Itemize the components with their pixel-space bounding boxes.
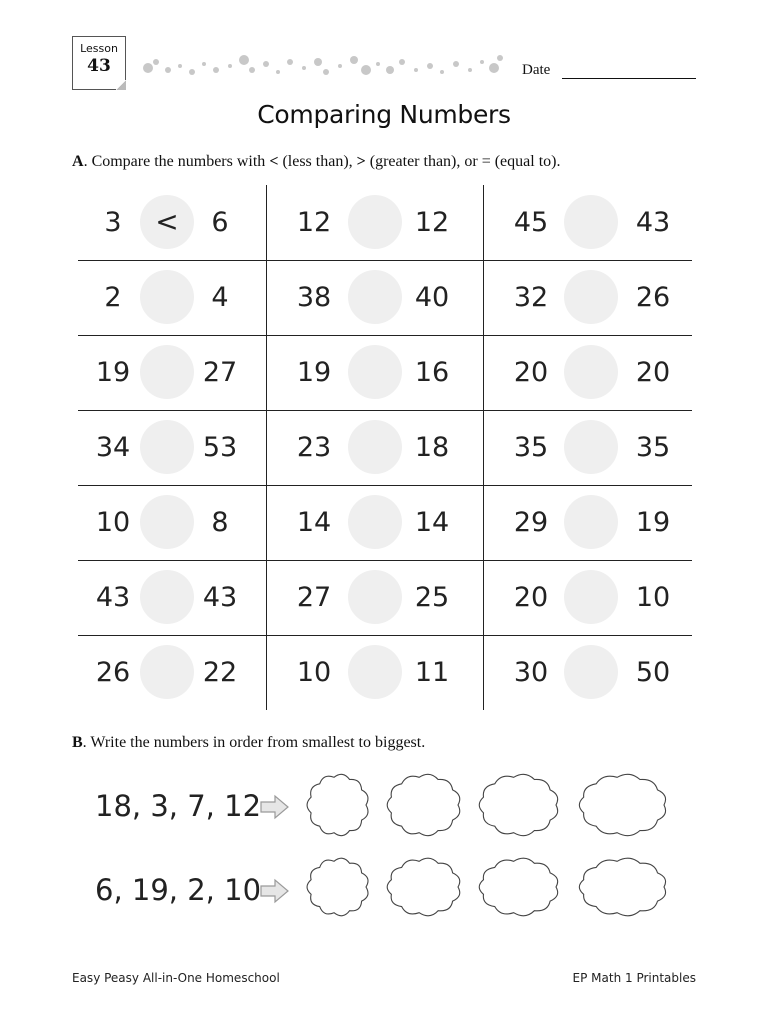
answer-circle[interactable] <box>140 420 194 474</box>
less-than-symbol: < <box>269 153 279 170</box>
lesson-label: Lesson <box>80 42 118 55</box>
answer-circle[interactable]: < <box>140 195 194 249</box>
answer-circle[interactable] <box>140 270 194 324</box>
comparison-cell <box>78 185 266 260</box>
section-a-instructions <box>72 153 560 171</box>
left-number: 43 <box>95 582 131 613</box>
answer-circle[interactable] <box>564 495 618 549</box>
right-number: 53 <box>202 432 238 463</box>
answer-circle[interactable] <box>348 270 402 324</box>
right-number: 50 <box>635 657 671 688</box>
answer-cloud[interactable] <box>385 856 463 918</box>
answer-cloud[interactable] <box>577 856 669 918</box>
left-number: 34 <box>95 432 131 463</box>
answer-cloud[interactable] <box>385 772 463 838</box>
right-number: 43 <box>635 207 671 238</box>
right-number: 4 <box>211 282 229 313</box>
comparison-cell <box>483 335 692 410</box>
comparison-cell <box>266 335 483 410</box>
right-number: 43 <box>202 582 238 613</box>
confetti-decoration <box>140 50 505 80</box>
answer-circle[interactable] <box>348 195 402 249</box>
left-number: 3 <box>104 207 122 238</box>
answer-circle[interactable] <box>348 345 402 399</box>
section-b-instructions <box>72 734 425 752</box>
section-b-text: . Write the numbers in order from smallest to biggest. <box>82 734 426 751</box>
comparison-cell <box>266 635 483 710</box>
left-number: 35 <box>513 432 549 463</box>
left-number: 19 <box>95 357 131 388</box>
answer-cloud[interactable] <box>477 772 561 838</box>
left-number: 10 <box>296 657 332 688</box>
date-input-line[interactable] <box>562 78 696 79</box>
answer-circle[interactable] <box>348 570 402 624</box>
right-number: 35 <box>635 432 671 463</box>
row-divider <box>78 560 692 561</box>
right-number: 25 <box>414 582 450 613</box>
left-number: 26 <box>95 657 131 688</box>
column-divider <box>483 185 484 710</box>
lesson-badge <box>72 36 126 90</box>
right-number: 20 <box>635 357 671 388</box>
comparison-cell <box>266 560 483 635</box>
page-title: Comparing Numbers <box>257 100 511 129</box>
comparison-cell <box>78 635 266 710</box>
right-number: 6 <box>211 207 229 238</box>
comparison-cell <box>266 485 483 560</box>
answer-circle[interactable] <box>348 495 402 549</box>
right-number: 8 <box>211 507 229 538</box>
greater-than-symbol: > <box>356 153 366 170</box>
answer-circle[interactable] <box>564 570 618 624</box>
comparison-cell <box>78 485 266 560</box>
column-divider <box>266 185 267 710</box>
comparison-cell <box>78 260 266 335</box>
less-than-desc: (less than), <box>278 153 357 170</box>
answer-cloud[interactable] <box>577 772 669 838</box>
right-number: 14 <box>414 507 450 538</box>
left-number: 27 <box>296 582 332 613</box>
greater-than-desc: (greater than), or = (equal to). <box>365 153 561 170</box>
numbers-to-order: 6, 19, 2, 10 <box>95 873 262 907</box>
right-arrow-icon <box>259 878 291 904</box>
comparison-cell <box>266 410 483 485</box>
right-number: 12 <box>414 207 450 238</box>
comparison-cell <box>483 410 692 485</box>
right-number: 10 <box>635 582 671 613</box>
answer-circle[interactable] <box>564 420 618 474</box>
right-number: 22 <box>202 657 238 688</box>
answer-circle[interactable] <box>348 420 402 474</box>
answer-circle[interactable] <box>564 345 618 399</box>
page-fold-corner <box>116 80 126 90</box>
left-number: 38 <box>296 282 332 313</box>
date-label: Date <box>522 62 551 78</box>
left-number: 23 <box>296 432 332 463</box>
section-b-letter: B <box>72 734 83 751</box>
answer-circle[interactable] <box>140 345 194 399</box>
left-number: 29 <box>513 507 549 538</box>
left-number: 2 <box>104 282 122 313</box>
footer-left: Easy Peasy All-in-One Homeschool <box>72 971 280 985</box>
comparison-cell <box>483 185 692 260</box>
left-number: 10 <box>95 507 131 538</box>
footer-right: EP Math 1 Printables <box>572 971 696 985</box>
right-number: 16 <box>414 357 450 388</box>
right-number: 27 <box>202 357 238 388</box>
answer-cloud[interactable] <box>477 856 561 918</box>
comparison-cell <box>78 410 266 485</box>
left-number: 30 <box>513 657 549 688</box>
left-number: 45 <box>513 207 549 238</box>
right-number: 26 <box>635 282 671 313</box>
right-number: 11 <box>414 657 450 688</box>
answer-circle[interactable] <box>140 645 194 699</box>
row-divider <box>78 635 692 636</box>
row-divider <box>78 410 692 411</box>
answer-circle[interactable] <box>140 570 194 624</box>
left-number: 20 <box>513 582 549 613</box>
left-number: 14 <box>296 507 332 538</box>
right-number: 40 <box>414 282 450 313</box>
comparison-grid <box>78 185 692 710</box>
comparison-cell <box>266 185 483 260</box>
section-a-text: . Compare the numbers with <box>83 153 266 170</box>
answer-circle[interactable] <box>348 645 402 699</box>
comparison-cell <box>266 260 483 335</box>
right-number: 19 <box>635 507 671 538</box>
comparison-cell <box>78 560 266 635</box>
comparison-cell <box>483 485 692 560</box>
right-arrow-icon <box>259 794 291 820</box>
comparison-cell <box>78 335 266 410</box>
comparison-cell <box>483 560 692 635</box>
left-number: 20 <box>513 357 549 388</box>
left-number: 12 <box>296 207 332 238</box>
comparison-cell <box>483 635 692 710</box>
answer-circle[interactable] <box>564 645 618 699</box>
answer-circle[interactable] <box>564 195 618 249</box>
left-number: 32 <box>513 282 549 313</box>
left-number: 19 <box>296 357 332 388</box>
answer-circle[interactable] <box>140 495 194 549</box>
answer-cloud[interactable] <box>305 772 371 838</box>
row-divider <box>78 335 692 336</box>
numbers-to-order: 18, 3, 7, 12 <box>95 789 262 823</box>
row-divider <box>78 260 692 261</box>
right-number: 18 <box>414 432 450 463</box>
row-divider <box>78 485 692 486</box>
comparison-cell <box>483 260 692 335</box>
answer-cloud[interactable] <box>305 856 371 918</box>
lesson-number: 43 <box>87 56 111 76</box>
section-a-letter: A <box>72 153 84 170</box>
answer-circle[interactable] <box>564 270 618 324</box>
